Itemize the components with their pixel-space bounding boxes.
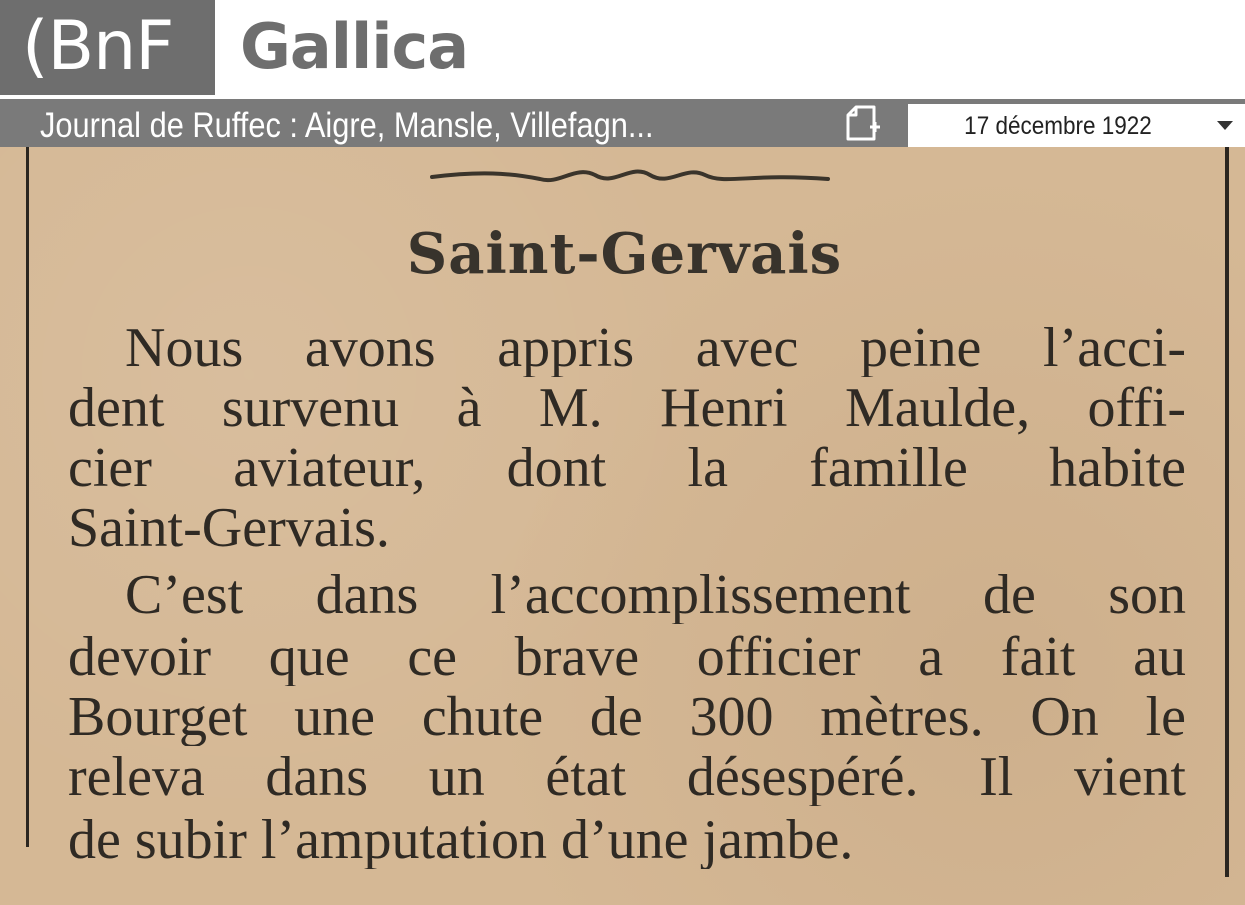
article-line: releva dans un état désespéré. Il vient (68, 748, 1186, 806)
article-line: Saint-Gervais. (68, 499, 390, 557)
issue-date-value: 17 décembre 1922 (964, 112, 1152, 140)
ornament-divider (430, 157, 830, 197)
app-name[interactable]: Gallica (240, 10, 469, 83)
issue-date-select[interactable] (908, 104, 1245, 147)
document-title[interactable]: Journal de Ruffec : Aigre, Mansle, Villefagn... (40, 106, 654, 145)
new-document-button[interactable] (842, 102, 886, 144)
bnf-logo-text: (BnF (22, 7, 174, 86)
document-title-bar (0, 99, 1245, 147)
bnf-logo[interactable] (0, 0, 215, 95)
article-line: de subir l’amputation d’une jambe. (68, 811, 854, 869)
article-line: devoir que ce brave officier a fait au (68, 628, 1186, 686)
article-heading: Saint-Gervais (406, 221, 843, 287)
article-line: dent survenu à M. Henri Maulde, offi- (68, 379, 1186, 437)
article-line: Bourget une chute de 300 mètres. On le (68, 688, 1186, 746)
chevron-down-icon (1217, 121, 1233, 130)
new-document-icon (842, 102, 886, 144)
article-line: C’est dans l’accomplissement de son (125, 566, 1186, 624)
article-line: cier aviateur, dont la famille habite (68, 439, 1186, 497)
document-page-viewer[interactable] (0, 147, 1245, 905)
article-line: Nous avons appris avec peine l’acci- (125, 319, 1186, 377)
